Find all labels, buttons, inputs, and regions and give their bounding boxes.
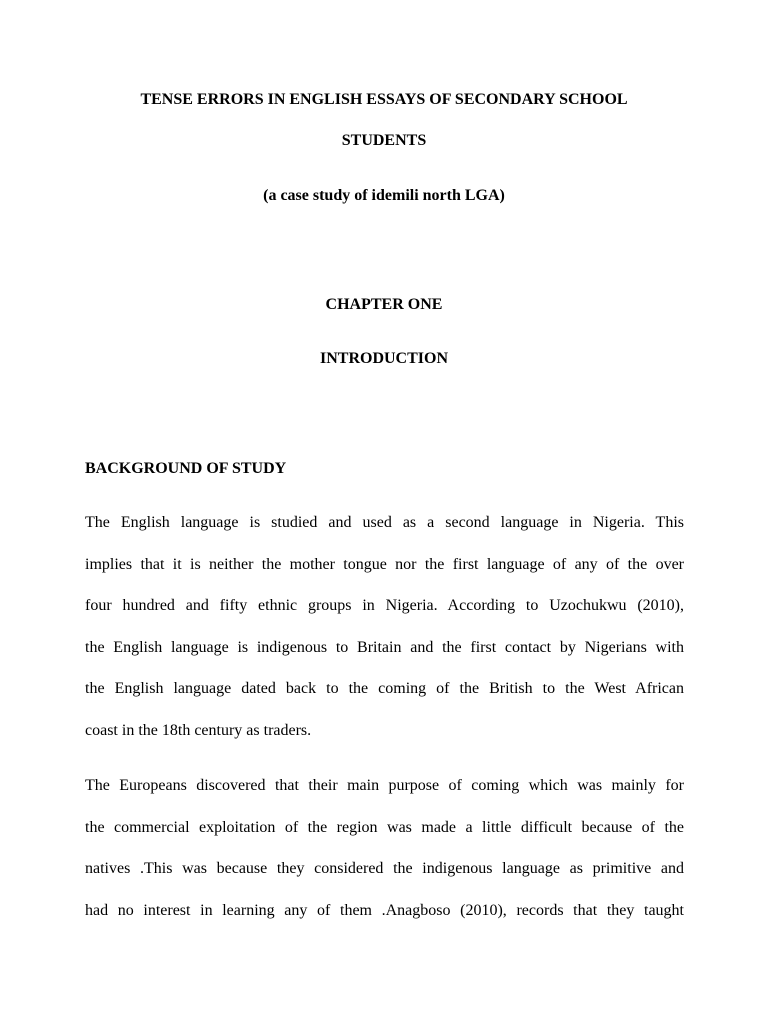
section-heading: BACKGROUND OF STUDY	[85, 460, 287, 477]
document-subtitle: (a case study of idemili north LGA)	[263, 187, 505, 204]
paragraph-2	[85, 776, 684, 942]
chapter-title: INTRODUCTION	[319, 350, 448, 367]
paragraph-line: implies that it is neither the mother tongue nor the first language of any of the over	[85, 555, 684, 573]
paragraph-line: natives .This was because they considered the indigenous language as primitive and	[85, 860, 684, 878]
paragraph-line: had no interest in learning any of them .Anagboso (2010), records that they taught	[85, 901, 684, 919]
paragraph-line: the commercial exploitation of the region was made a little difficult because of the	[85, 818, 684, 836]
paragraph-1	[85, 513, 684, 763]
paragraph-line: the English language is indigenous to Britain and the first contact by Nigerians with	[85, 638, 684, 656]
paragraph-line: The Europeans discovered that their main purpose of coming which was mainly for	[85, 777, 684, 794]
paragraph-line: coast in the 18th century as traders.	[85, 721, 312, 739]
document-title-line-2: STUDENTS	[341, 132, 427, 149]
paragraph-line: four hundred and fifty ethnic groups in Nigeria. According to Uzochukwu (2010),	[85, 597, 684, 615]
paragraph-line: the English language dated back to the coming of the British to the West African	[85, 680, 684, 698]
paragraph-line: The English language is studied and used as a second language in Nigeria. This	[85, 514, 684, 531]
document-title-line-1: TENSE ERRORS IN ENGLISH ESSAYS OF SECONDARY SCHOOL	[140, 91, 628, 108]
chapter-label: CHAPTER ONE	[325, 296, 443, 313]
